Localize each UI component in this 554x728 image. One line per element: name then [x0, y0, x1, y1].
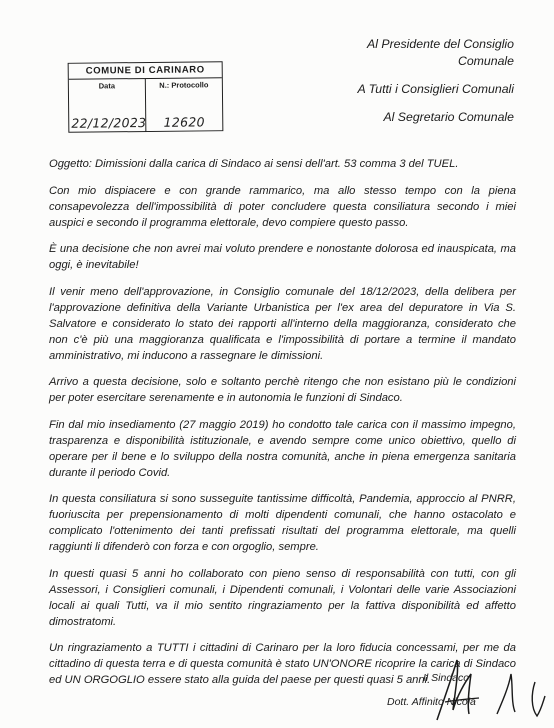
signature-title: Il Sindaco: [423, 672, 470, 684]
body-paragraph: Fin dal mio insediamento (27 maggio 2019) ho condotto tale carica con il massimo impegno, trasparenza e disponibilità istituzionale, e avendo sempre come unico obiettivo, quello di operare per il bene e lo sviluppo della nostra comunità, anche in piena emergenza sanitaria durante il periodo Covid.: [49, 418, 516, 479]
handwritten-signature: [385, 652, 554, 728]
body-paragraph: È una decisione che non avrei mai voluto prendere e nonostante dolorosa ed inauspicata, ma oggi, è inevitabile!: [49, 243, 516, 271]
recipients-block: [284, 36, 514, 126]
stamp-date-value: 22/12/2023: [71, 114, 147, 131]
stamp-protocol-label: N.: Protocollo: [159, 80, 209, 90]
body-paragraph: Il venir meno dell'approvazione, in Consiglio comunale del 18/12/2023, della delibera per l'approvazione definitiva della Variante Urbanistica per l'ex area del depuratore in Via S. Salvatore e considerato lo stato dei rapporti all'interno della maggioranza, considerato che non c'è più una maggioranza qualificata e l'impossibilità di portare a termine il mandato amministrativo, mi inducono a rassegnare le dimissioni.: [49, 285, 516, 362]
recipient-line: Al Presidente del Consiglio: [367, 37, 514, 51]
protocol-stamp: [68, 61, 224, 133]
stamp-date-label: Data: [98, 81, 116, 91]
stamp-protocol-cell: [146, 78, 223, 132]
body-paragraph: Arrivo a questa decisione, solo e soltanto perchè ritengo che non esistano più le condizioni per poter esercitare serenamente e in autonomia le funzioni di Sindaco.: [49, 376, 516, 404]
recipient-line: Al Segretario Comunale: [383, 110, 514, 124]
body-paragraph: Con mio dispiacere e con grande rammarico, ma allo stesso tempo con la piena consapevolezza dell'impossibilità di poter concludere questa consiliatura secondo i miei auspici e secondo il programma elettorale, devo compiere questo passo.: [49, 184, 516, 229]
recipient-line: A Tutti i Consiglieri Comunali: [357, 82, 514, 96]
body-paragraph: In questa consiliatura si sono susseguite tantissime difficoltà, Pandemia, approccio al PNRR, fuoriuscita per prepensionamento di molti dipendenti comunali, che hanno ostacolato e complicato l'ottenimento dei tanti prefissati risultati del programma elettorale, ma quelli raggiunti li difenderò con forza e con orgoglio, sempre.: [49, 493, 516, 553]
letter-body: [49, 156, 516, 699]
stamp-title: COMUNE DI CARINARO: [69, 62, 222, 80]
stamp-protocol-value: 12620: [163, 114, 205, 130]
body-paragraph: Un ringraziamento a TUTTI i cittadini di Carinaro per la loro fiducia concessami, per me da cittadino di questa terra e di questa comunità è stato UN'ONORE ricoprire la carica di Sindaco ed UN ORGOGLIO essere stato alla guida del paese per questi quasi 5 anni.: [49, 642, 516, 686]
subject-line: Oggetto: Dimissioni dalla carica di Sindaco ai sensi dell'art. 53 comma 3 del TUEL.: [49, 158, 459, 170]
body-paragraph: In questi quasi 5 anni ho collaborato con pieno senso di responsabilità con tutti, con gli Assessori, i Consiglieri comunali, i Dipendenti comunali, i Volontari delle varie Associazioni locali ai quali Tutti, va il mio sentito ringraziamento per la fattiva disponibilità ed affetto dimostratomi.: [49, 567, 516, 628]
signature-block: [385, 652, 554, 728]
recipient-line: Comunale: [457, 54, 514, 68]
stamp-date-cell: [69, 79, 147, 133]
signature-name: Dott. Affinito Nicola: [387, 696, 476, 708]
